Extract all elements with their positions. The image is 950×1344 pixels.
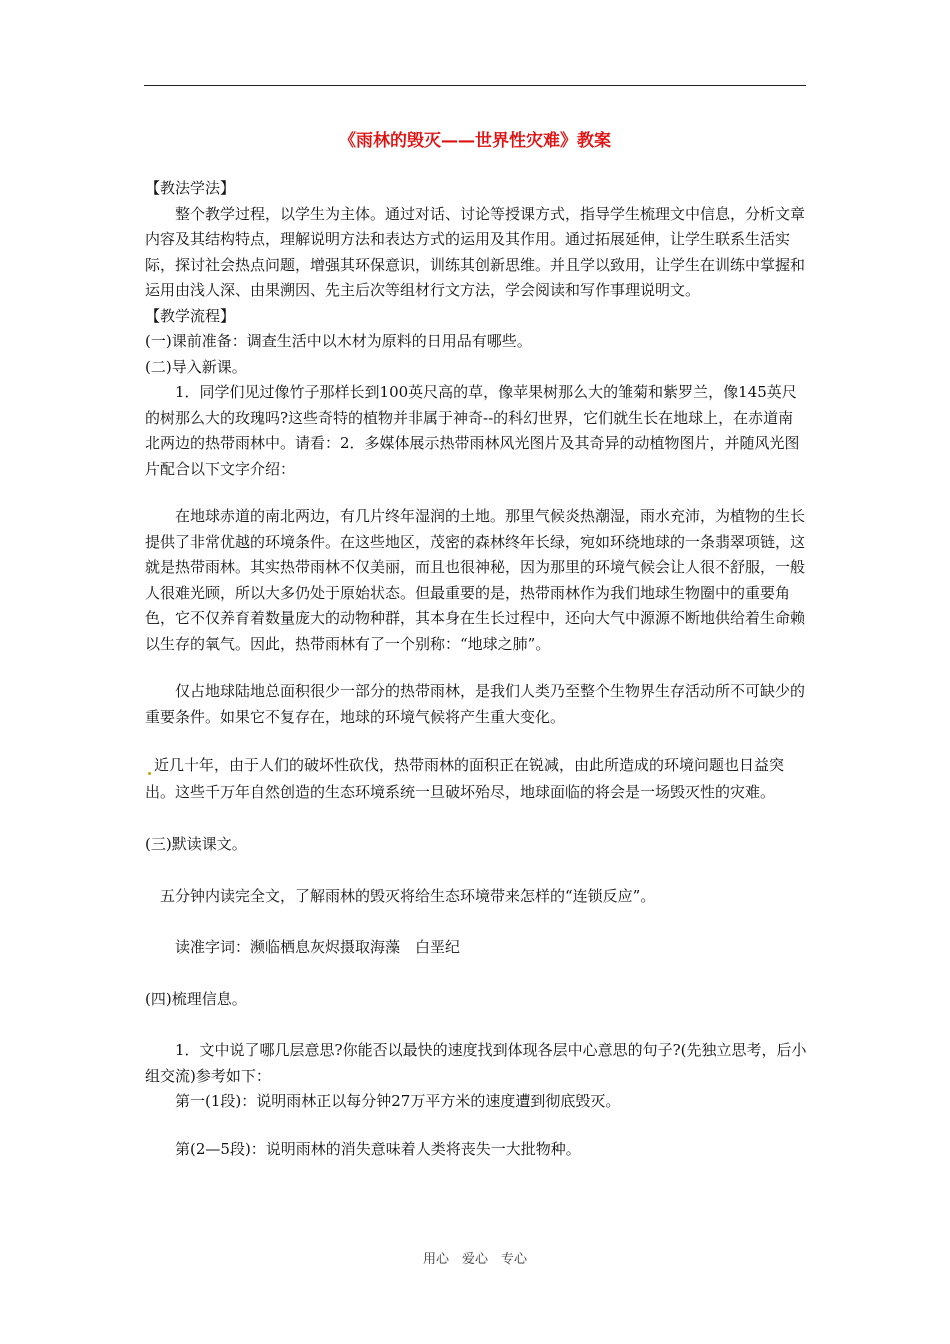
header-rule xyxy=(144,85,806,86)
layer-one: 第一(1段)：说明雨林正以每分钟27万平方米的速度遭到彻底毁灭。 xyxy=(175,1092,621,1110)
layer-two: 第(2—5段)：说明雨林的消失意味着人类将丧失一大批物种。 xyxy=(175,1139,581,1158)
document-body xyxy=(145,176,807,1162)
method-heading: 【教法学法】 xyxy=(145,179,236,197)
decades-paragraph xyxy=(145,752,807,806)
step-prepare: (一)课前准备：调查生活中以木材为原料的日用品有哪些。 xyxy=(145,332,532,350)
step-sort: (四)梳理信息。 xyxy=(145,989,247,1008)
question-paragraph: 1．文中说了哪几层意思?你能否以最快的速度找到体现各层中心意思的句子?(先独立思考，后小组交流)参考如下： xyxy=(145,1041,807,1085)
method-paragraph: 整个教学过程，以学生为主体。通过对话、讨论等授课方式，指导学生梳理文中信息，分析文章内容及其结构特点，理解说明方法和表达方式的运用及其作用。通过拓展延伸，让学生联系生活实际，探讨社会热点问题，增强其环保意识，训练其创新思维。并且学以致用，让学生在训练中掌握和运用由浅人深、由果溯因、先主后次等组材行文方法，学会阅读和写作事理说明文。 xyxy=(145,204,806,299)
intro-paragraph: 1．同学们见过像竹子那样长到100英尺高的草，像苹果树那么大的雏菊和紫罗兰，像145英尺的树那么大的玫瑰吗?这些奇特的植物并非属于神奇--的科幻世界，它们就生长在地球上，在赤道南北两边的热带雨林中。请看：2．多媒体展示热带雨林风光图片及其奇异的动植物图片，并随风光图片配合以下文字介绍： xyxy=(145,383,800,478)
bullet-dot-icon xyxy=(148,772,151,775)
read-task: 五分钟内读完全文，了解雨林的毁灭将给生态环境带来怎样的“连锁反应”。 xyxy=(160,886,656,905)
importance-paragraph: 仅占地球陆地总面积很少一部分的热带雨林，是我们人类乃至整个生物界生存活动所不可缺少的重要条件。如果它不复存在，地球的环境气候将产生重大变化。 xyxy=(145,682,806,726)
step-intro: (二)导入新课。 xyxy=(145,357,247,376)
decades-text: 近几十年，由于人们的破坏性砍伐，热带雨林的面积正在锐减，由此所造成的环境问题也日益突出。这些千万年自然创造的生态环境系统一旦破坏殆尽，地球面临的将会是一场毁灭性的灾难。 xyxy=(145,756,785,801)
step-read: (三)默读课文。 xyxy=(145,835,247,853)
rainforest-paragraph: 在地球赤道的南北两边，有几片终年湿润的土地。那里气候炎热潮湿，雨水充沛，为植物的生长提供了非常优越的环境条件。在这些地区，茂密的森林终年长绿，宛如环绕地球的一条翡翠项链，这就是热带雨林。其实热带雨林不仅美丽，而且也很神秘，因为那里的环境气候会让人很不舒服，一般人很难光顾，所以大多仍处于原始状态。但最重要的是，热带雨林作为我们地球生物圈中的重要角色，它不仅养育着数量庞大的动物种群，其本身在生长过程中，还向大气中源源不断地供给着生命赖以生存的氧气。因此，热带雨林有了一个别称：“地球之肺”。 xyxy=(145,507,806,653)
page-title: 《雨林的毁灭——世界性灾难》教案 xyxy=(339,131,611,151)
vocabulary-line: 读准字词：濒临栖息灰烬摄取海藻 白垩纪 xyxy=(175,938,461,956)
page-footer: 用心 爱心 专心 xyxy=(422,1252,527,1267)
flow-heading: 【教学流程】 xyxy=(145,306,236,325)
